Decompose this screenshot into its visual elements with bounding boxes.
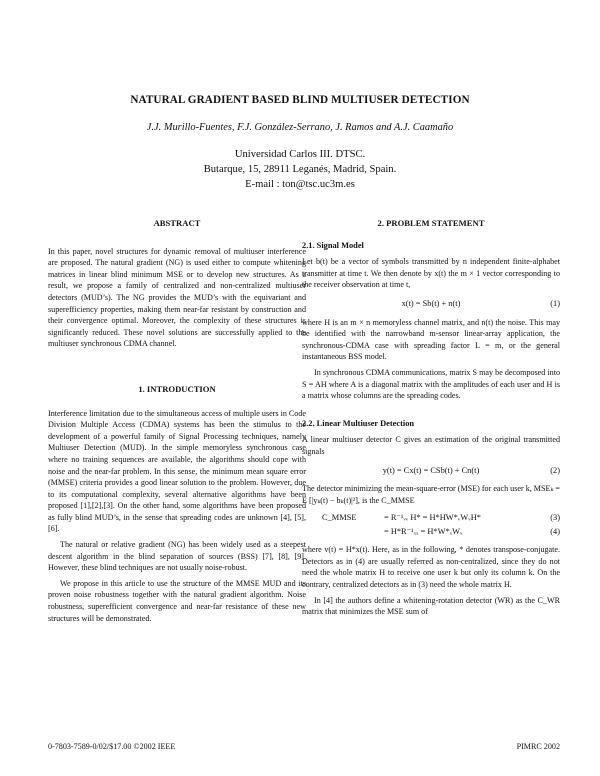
abstract-heading: ABSTRACT <box>153 218 201 228</box>
affiliation-line-3: E-mail : ton@tsc.uc3m.es <box>245 179 355 190</box>
right-column <box>302 218 560 618</box>
wr-paragraph: In [4] the authors define a whitening-rotation detector (WR) as the C_WR matrix that minimizes the MSE sum of <box>302 595 560 617</box>
equation-3-rhs: = R⁻¹ᵥᵥ H* = H*HW*ᵥWᵥH* <box>384 513 481 523</box>
equation-1 <box>302 298 560 310</box>
signal-model-heading: 2.1. Signal Model <box>302 240 364 250</box>
cdma-paragraph: In synchronous CDMA communications, matrix S may be decomposed into S = AH where A is a diagonal matrix with the amplitudes of each user and H is a matrix whose columns are the spreading codes. <box>302 367 560 401</box>
paper-authors: J.J. Murillo-Fuentes, F.J. González-Serrano, J. Ramos and A.J. Caamaño <box>146 122 454 133</box>
intro-paragraph-1: Interference limitation due to the simultaneous access of multiple users in Code Division Multiple Access (CDMA) systems has been the stimulus to the development of a powerful family of Signal Processing techniques, namely Multiuser Detection (MUD). In the simple memoryless synchronous case where no training sequences are available, the algorithms should cope with noise and the near-far problem. In this sense, the minimum mean square error (MMSE) criteria provides a good linear solution to the problem. However, due to its computational complexity, several alternative algorithms have been proposed [1],[2],[3]. On the other hand, some algorithms have been proposed as fully blind MUD’s, in the sense that spreading codes are unknown [4], [5], [6]. <box>48 408 306 534</box>
equation-3-number: (3) <box>550 513 560 523</box>
linear-mud-heading: 2.2. Linear Multiuser Detection <box>302 418 415 428</box>
equation-2-body: y(t) = Cx(t) = CSb(t) + Cn(t) <box>382 465 480 475</box>
intro-paragraph-3: We propose in this article to use the structure of the MMSE MUD and its proven noise robustness together with the natural gradient algorithm. Noise robustness, superefficient convergence and near-far resistance of these new structures will be demonstrated. <box>48 578 306 623</box>
equation-1-body: x(t) = Sb(t) + n(t) <box>401 298 461 308</box>
left-column <box>48 218 306 624</box>
affiliation-line-2: Butarque, 15, 28911 Leganés, Madrid, Spain. <box>203 164 397 175</box>
paper-title: NATURAL GRADIENT BASED BLIND MULTIUSER DETECTION <box>130 94 470 106</box>
abstract-text: In this paper, novel structures for dynamic removal of multiuser interference are proposed. The natural gradient (NG) is used either to compute whitening matrices in linear blind minimum MSE or to develop new structures. As a result, we propose a family of centralized and non-centralized multiuser detectors (MUD’s). The NG provides the MUD’s with the equivariant and superefficiency properties, making them near-far resistant by construction and their convergence optimal. Moreover, the complexity of these structures is significantly reduced. These novel solutions are successfully applied to the multiuser synchronous CDMA channel. <box>48 246 306 349</box>
channel-paragraph: where H is an m × n memoryless channel matrix, and n(t) the noise. This may be identified with the narrowband m-sensor linear-array application, the synchronous-CDMA case with spreading factor L = m, or the general instantaneous BSS model. <box>302 317 560 362</box>
intro-paragraph-2: The natural or relative gradient (NG) has been widely used as a steepest descent algorithm in the blind separation of sources (BSS) [7], [8], [9]. However, these blind techniques are not usually noise-robust. <box>48 540 306 573</box>
equation-1-number: (1) <box>550 298 560 308</box>
footer-conference: PIMRC 2002 <box>516 742 560 751</box>
linear-mud-paragraph: A linear multiuser detector C gives an estimation of the original transmitted signals <box>302 435 560 456</box>
detector-paragraph: where v(t) = H*x(t). Here, as in the following, * denotes transpose-conjugate. Detectors as in (4) are usually referred as non-centralized, since they do not need the whole matrix H to receive one user k but only its column k. On the contrary, centralized detectors as in (3) need the whole matrix H. <box>302 545 560 590</box>
affiliation-line-1: Universidad Carlos III. DTSC. <box>234 149 366 160</box>
equation-2 <box>302 465 560 477</box>
equation-3-lhs: C_MMSE <box>322 513 357 523</box>
equation-2-number: (2) <box>550 465 560 475</box>
equation-4-rhs: = H*R⁻¹ₓₓ = H*W*ₓWₓ <box>384 527 463 537</box>
signal-model-paragraph: Let b(t) be a vector of symbols transmitted by n independent finite-alphabet transmitter at time t. We then denote by x(t) the m × 1 vector corresponding to the receiver observation at time t, <box>302 257 560 290</box>
footer-copyright: 0-7803-7589-0/02/$17.00 ©2002 IEEE <box>48 742 176 751</box>
equation-4 <box>322 526 560 538</box>
problem-heading: 2. PROBLEM STATEMENT <box>377 218 485 228</box>
intro-heading: 1. INTRODUCTION <box>138 383 216 394</box>
equation-3 <box>322 512 560 524</box>
mse-paragraph: The detector minimizing the mean-square-error (MSE) for each user k, MSEₖ = E [|yₖ(t) − bₖ(t)|²], is the C_MMSE <box>302 484 560 505</box>
equation-4-number: (4) <box>550 527 560 537</box>
